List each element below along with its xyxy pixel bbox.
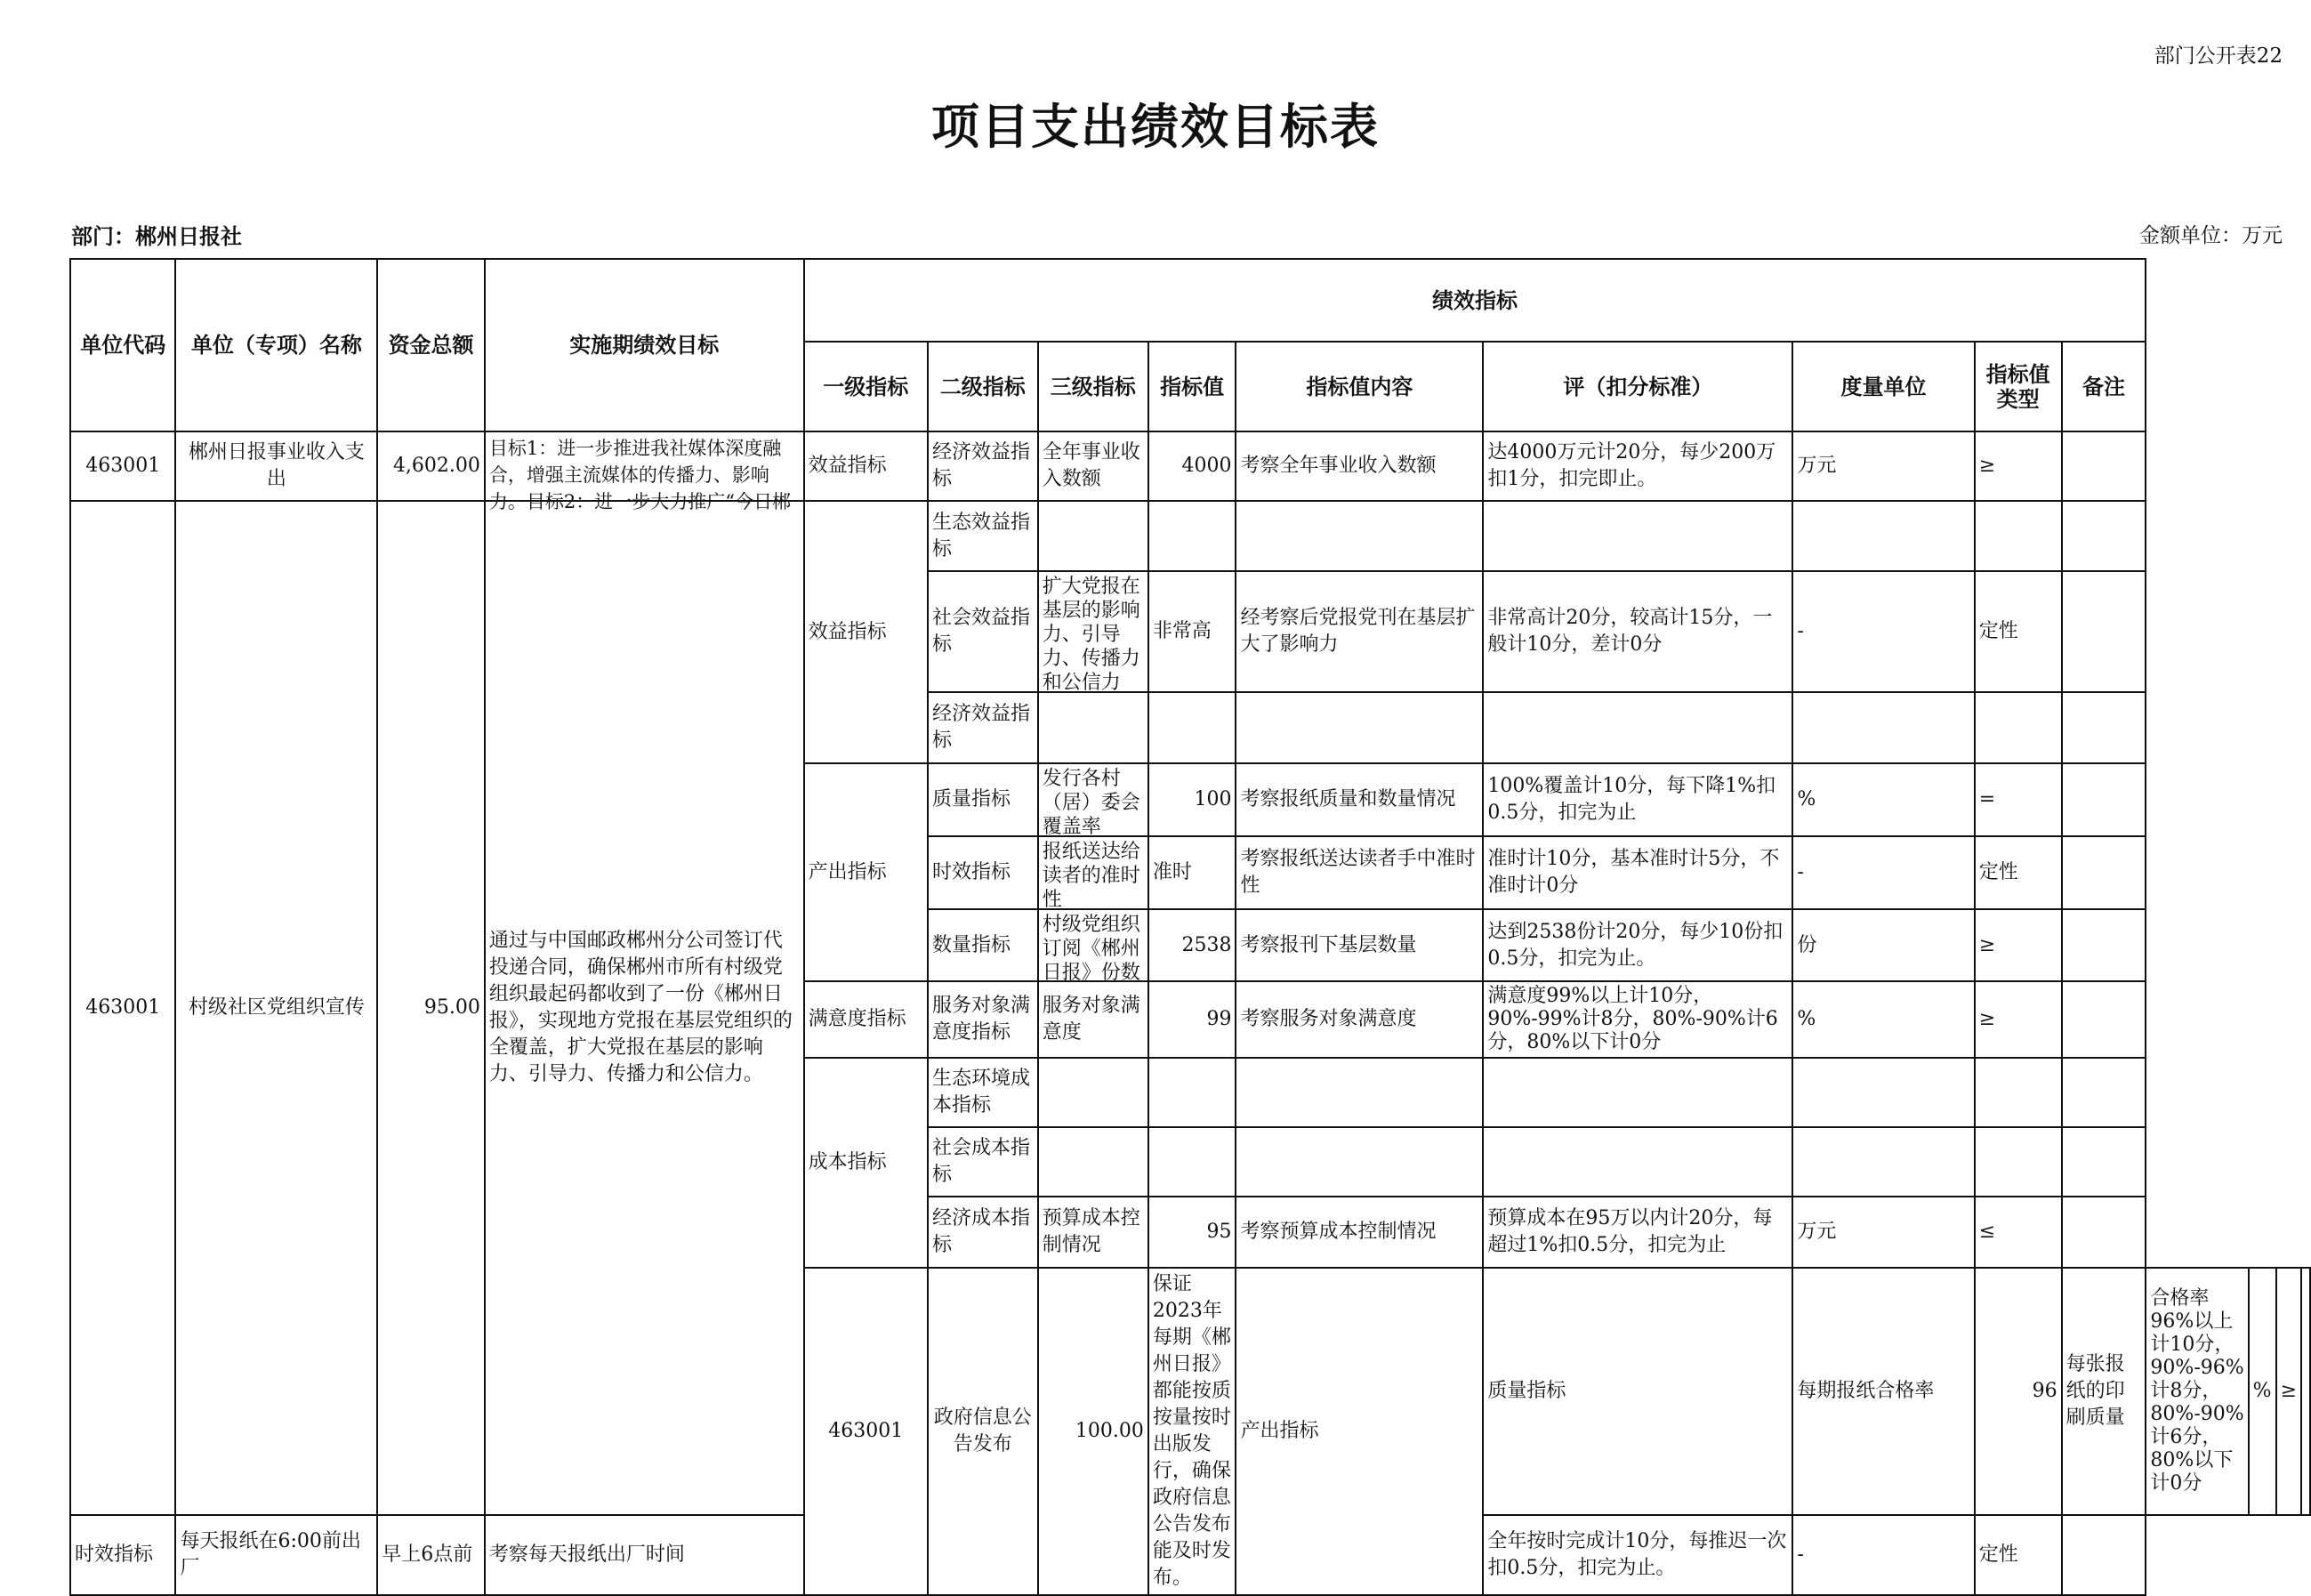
header-level2: 二级指标 — [928, 342, 1038, 431]
value-type-cell: = — [1975, 763, 2062, 836]
level2-cell: 社会效益指标 — [928, 571, 1038, 692]
performance-target-table — [69, 258, 2311, 1596]
level2-cell: 质量指标 — [1483, 1268, 1792, 1515]
remarks-cell — [2062, 1127, 2146, 1197]
content-cell — [1236, 501, 1483, 571]
value-type-cell: ≥ — [1975, 431, 2062, 501]
scoring-cell — [1483, 692, 1792, 763]
value-type-cell — [1975, 1127, 2062, 1197]
amount-cell: 4,602.00 — [377, 431, 485, 501]
header-indicator-content: 指标值内容 — [1236, 342, 1483, 431]
value-type-cell: 定性 — [1975, 836, 2062, 909]
content-cell: 经考察后党报党刊在基层扩大了影响力 — [1236, 571, 1483, 692]
goal-cell: 保证2023年每期《郴州日报》都能按质按量按时出版发行，确保政府信息公告发布能及时发布。 — [1148, 1268, 1236, 1595]
scoring-cell: 非常高计20分，较高计15分，一般计10分，差计0分 — [1483, 571, 1792, 692]
header-total-funds: 资金总额 — [377, 259, 485, 431]
value-cell: 4000 — [1148, 431, 1236, 501]
level2-cell: 经济效益指标 — [928, 692, 1038, 763]
goal-text: 目标1：进一步推进我社媒体深度融合，增强主流媒体的传播力、影响力。目标2：进一步大力推广“今日郴 — [488, 438, 792, 512]
value-cell — [1148, 1127, 1236, 1197]
level3-cell — [1038, 836, 1148, 909]
value-cell: 95 — [1148, 1197, 1236, 1268]
level3-cell: 每天报纸在6:00前出厂 — [175, 1515, 377, 1595]
level3-cell — [1038, 692, 1148, 763]
value-type-cell: ≥ — [2276, 1268, 2301, 1515]
content-cell: 考察报纸质量和数量情况 — [1236, 763, 1483, 836]
level3-cell — [1038, 571, 1148, 692]
level3-text: 报纸送达给读者的准时性 — [1042, 841, 1140, 911]
measure-unit-cell: - — [1792, 571, 1974, 692]
measure-unit-cell: 万元 — [1792, 1197, 1974, 1268]
amount-cell: 95.00 — [377, 501, 485, 1515]
header-row-1 — [70, 259, 2310, 342]
level2-cell: 社会成本指标 — [928, 1127, 1038, 1197]
level2-cell: 经济成本指标 — [928, 1197, 1038, 1268]
header-performance-indicators: 绩效指标 — [804, 259, 2146, 342]
value-cell: 早上6点前 — [377, 1515, 485, 1595]
remarks-cell — [2062, 692, 2146, 763]
level1-cell: 产出指标 — [804, 763, 928, 981]
goal-cell: 通过与中国邮政郴州分公司签订代投递合同，确保郴州市所有村级党组织最起码都收到了一份《郴州日报》，实现地方党报在基层党组织的全覆盖，扩大党报在基层的影响力、引导力、传播力和公信力。 — [485, 501, 804, 1515]
scoring-cell — [1483, 501, 1792, 571]
header-unit-name: 单位（专项）名称 — [175, 259, 377, 431]
header-indicator-value: 指标值 — [1148, 342, 1236, 431]
amount-unit-label: 金额单位：万元 — [2139, 224, 2283, 247]
level3-text: 扩大党报在基层的影响力、引导力、传播力和公信力 — [1042, 576, 1140, 694]
level2-cell: 生态环境成本指标 — [928, 1058, 1038, 1127]
remarks-cell — [2062, 501, 2146, 571]
content-cell: 考察每天报纸出厂时间 — [485, 1515, 804, 1595]
measure-unit-cell — [1792, 501, 1974, 571]
level2-cell: 经济效益指标 — [928, 431, 1038, 501]
table-row — [70, 431, 2310, 501]
scoring-cell: 达4000万元计20分，每少200万扣1分，扣完即止。 — [1483, 431, 1792, 501]
content-cell: 考察报纸送达读者手中准时性 — [1236, 836, 1483, 909]
scoring-cell — [1483, 1058, 1792, 1127]
measure-unit-cell: % — [2249, 1268, 2276, 1515]
measure-unit-cell: 份 — [1792, 909, 1974, 981]
form-number: 部门公开表22 — [2154, 44, 2283, 68]
remarks-cell — [2062, 981, 2146, 1058]
measure-unit-cell: % — [1792, 763, 1974, 836]
unit-name-cell: 村级社区党组织宣传 — [175, 501, 377, 1515]
value-type-cell — [1975, 692, 2062, 763]
table-row — [70, 501, 2310, 571]
level3-cell: 服务对象满意度 — [1038, 981, 1148, 1058]
value-type-cell — [1975, 501, 2062, 571]
level3-cell: 每期报纸合格率 — [1792, 1268, 1974, 1515]
measure-unit-cell — [1792, 1058, 1974, 1127]
value-cell — [1148, 692, 1236, 763]
header-level3: 三级指标 — [1038, 342, 1148, 431]
value-type-cell: ≥ — [1975, 909, 2062, 981]
level1-cell: 成本指标 — [804, 1058, 928, 1268]
header-period-goal: 实施期绩效目标 — [485, 259, 804, 431]
value-cell: 2538 — [1148, 909, 1236, 981]
header-level1: 一级指标 — [804, 342, 928, 431]
level2-cell: 服务对象满意度指标 — [928, 981, 1038, 1058]
unit-name-cell: 郴州日报事业收入支出 — [175, 431, 377, 501]
header-remarks: 备注 — [2062, 342, 2146, 431]
unit-name-cell: 政府信息公告发布 — [928, 1268, 1038, 1595]
measure-unit-cell — [1792, 1127, 1974, 1197]
content-cell — [1236, 692, 1483, 763]
level3-cell — [1038, 763, 1148, 836]
level1-cell: 满意度指标 — [804, 981, 928, 1058]
page-title: 项目支出绩效目标表 — [931, 99, 1380, 155]
level3-text: 发行各村（居）委会覆盖率 — [1042, 768, 1140, 838]
unit-code-cell: 463001 — [70, 431, 175, 501]
value-type-cell: ≥ — [1975, 981, 2062, 1058]
measure-unit-cell: - — [1792, 1515, 1974, 1595]
content-cell: 考察全年事业收入数额 — [1236, 431, 1483, 501]
remarks-cell — [2062, 909, 2146, 981]
level1-cell: 效益指标 — [804, 501, 928, 763]
level3-cell — [1038, 1058, 1148, 1127]
value-cell: 非常高 — [1148, 571, 1236, 692]
remarks-cell — [2062, 1197, 2146, 1268]
value-cell: 99 — [1148, 981, 1236, 1058]
measure-unit-cell: - — [1792, 836, 1974, 909]
level2-cell: 质量指标 — [928, 763, 1038, 836]
level3-cell: 全年事业收入数额 — [1038, 431, 1148, 501]
measure-unit-cell: 万元 — [1792, 431, 1974, 501]
content-cell: 考察报刊下基层数量 — [1236, 909, 1483, 981]
measure-unit-cell — [1792, 692, 1974, 763]
content-cell: 考察预算成本控制情况 — [1236, 1197, 1483, 1268]
remarks-cell — [2062, 763, 2146, 836]
goal-cell — [485, 431, 804, 512]
level2-cell: 数量指标 — [928, 909, 1038, 981]
department-label: 部门：郴州日报社 — [71, 224, 242, 249]
header-scoring: 评（扣分标准） — [1483, 342, 1792, 431]
value-type-cell: 定性 — [1975, 1515, 2062, 1595]
value-cell — [1148, 1058, 1236, 1127]
scoring-cell: 预算成本在95万以内计20分，每超过1%扣0.5分，扣完为止 — [1483, 1197, 1792, 1268]
level3-cell — [1038, 909, 1148, 984]
value-cell: 96 — [1975, 1268, 2062, 1515]
scoring-cell — [1483, 1127, 1792, 1197]
remarks-cell — [2062, 836, 2146, 909]
value-cell: 100 — [1148, 763, 1236, 836]
remarks-cell — [2062, 571, 2146, 692]
value-cell: 准时 — [1148, 836, 1236, 909]
amount-cell: 100.00 — [1038, 1268, 1148, 1595]
value-type-cell: ≤ — [1975, 1197, 2062, 1268]
unit-code-cell: 463001 — [804, 1268, 928, 1595]
content-cell — [1236, 1127, 1483, 1197]
content-cell: 每张报纸的印刷质量 — [2062, 1268, 2146, 1515]
scoring-cell: 准时计10分，基本准时计5分，不准时计0分 — [1483, 836, 1792, 909]
scoring-cell: 达到2538份计20分，每少10份扣0.5分，扣完为止。 — [1483, 909, 1792, 981]
remarks-cell — [2062, 431, 2146, 501]
level2-cell: 时效指标 — [928, 836, 1038, 909]
scoring-cell: 合格率96%以上计10分，90%-96%计8分，80%-90%计6分，80%以下计0分 — [2146, 1268, 2248, 1515]
scoring-cell: 100%覆盖计10分，每下降1%扣0.5分，扣完为止 — [1483, 763, 1792, 836]
content-cell — [1236, 1058, 1483, 1127]
level1-cell: 效益指标 — [804, 431, 928, 501]
header-measure-unit: 度量单位 — [1792, 342, 1974, 431]
value-type-cell: 定性 — [1975, 571, 2062, 692]
remarks-cell — [2301, 1268, 2310, 1515]
level1-cell: 产出指标 — [1236, 1268, 1483, 1595]
value-cell — [1148, 501, 1236, 571]
header-unit-code: 单位代码 — [70, 259, 175, 431]
level3-cell — [1038, 501, 1148, 571]
scoring-cell: 满意度99%以上计10分，90%-99%计8分，80%-90%计6分，80%以下计0分 — [1483, 981, 1792, 1058]
measure-unit-cell: % — [1792, 981, 1974, 1058]
level2-cell: 时效指标 — [70, 1515, 175, 1595]
level2-cell: 生态效益指标 — [928, 501, 1038, 571]
content-cell: 考察服务对象满意度 — [1236, 981, 1483, 1058]
level3-cell — [1038, 1127, 1148, 1197]
header-value-type: 指标值类型 — [1975, 342, 2062, 431]
remarks-cell — [2062, 1515, 2146, 1595]
unit-code-cell: 463001 — [70, 501, 175, 1515]
level3-text: 村级党组织订阅《郴州日报》份数 — [1042, 914, 1140, 984]
level3-cell: 预算成本控制情况 — [1038, 1197, 1148, 1268]
remarks-cell — [2062, 1058, 2146, 1127]
value-type-cell — [1975, 1058, 2062, 1127]
scoring-cell: 全年按时完成计10分，每推迟一次扣0.5分，扣完为止。 — [1483, 1515, 1792, 1595]
